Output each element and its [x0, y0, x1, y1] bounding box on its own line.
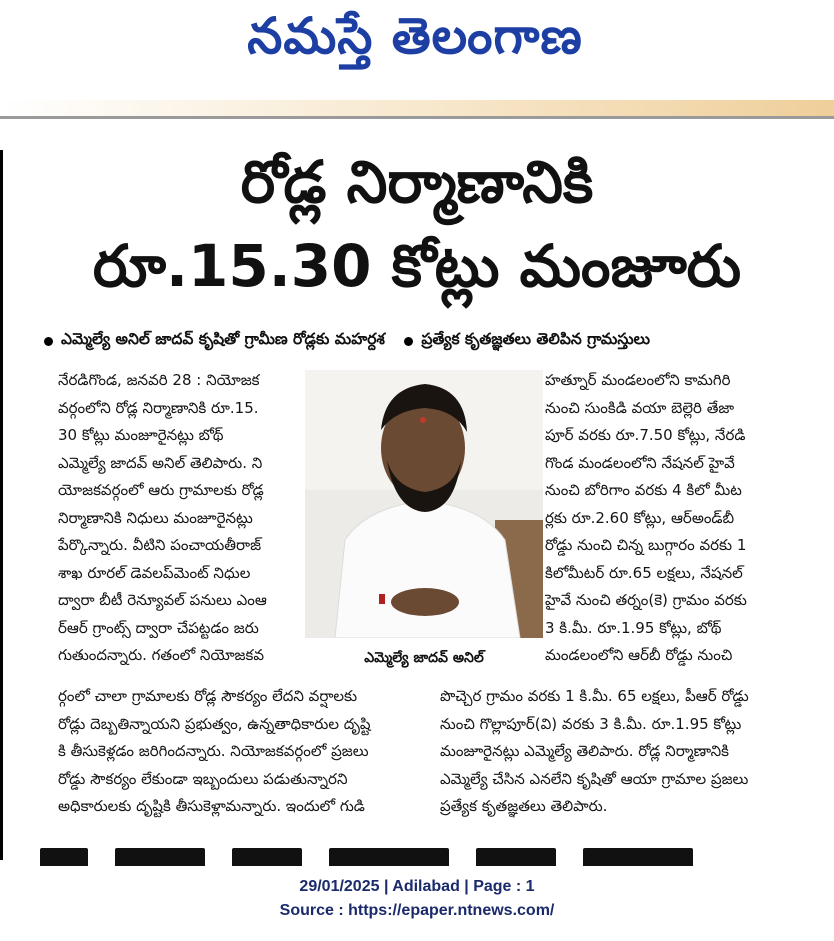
portrait-image: [305, 370, 543, 638]
bullet-item: [44, 330, 385, 352]
article-line: నేరడిగొండ, జనవరి 28 : నియోజక: [58, 371, 260, 389]
headline-line-1: రోడ్ల నిర్మాణానికి: [240, 148, 594, 216]
footer-source-link[interactable]: Source : https://epaper.ntnews.com/: [279, 902, 555, 919]
article-bottom-right: [440, 683, 830, 821]
photo-caption: ఎమ్మెల్యే జాదవ్ అనిల్: [364, 650, 484, 666]
mla-photo: [305, 370, 543, 638]
bullet-dot-icon: [44, 337, 53, 346]
article-line: ద్వారా బీటీ రెన్యూవల్ పనులు ఎంఆ: [58, 591, 267, 609]
bullet-dot-icon: [404, 337, 413, 346]
article-line: 3 కి.మీ. రూ.1.95 కోట్లు, బోథ్: [545, 618, 722, 637]
article-line: ప్రత్యేక కృతజ్ఞతలు తెలిపారు.: [440, 797, 608, 815]
masthead-color-bar: [0, 100, 834, 116]
article-right-column: [545, 367, 830, 670]
article-line: పూర్ వరకు రూ.7.50 కోట్లు, నేరడి: [545, 426, 746, 444]
article-line: పేర్కొన్నారు. వీటిని పంచాయతీరాజ్: [58, 536, 262, 554]
article-line: గొండ మండలంలోని నేషనల్ హైవే: [545, 453, 735, 472]
article-line: ర్గంలో చాలా గ్రామాలకు రోడ్ల సౌకర్యం లేదని వర్షాలకు: [58, 687, 358, 705]
article-line: హైవే నుంచి తర్నం(కె) గ్రామం వరకు: [545, 591, 747, 609]
article-line: ర్లకు రూ.2.60 కోట్లు, ఆర్‌అండ్‌బీ: [545, 508, 735, 527]
article-line: ఎమ్మెల్యే చేసిన ఎనలేని కృషితో ఆయా గ్రామాల ప్రజలు: [440, 769, 749, 788]
article-line: 30 కోట్లు మంజూరైనట్లు బోథ్: [58, 426, 224, 444]
article-bottom-left: [58, 683, 430, 821]
masthead: [0, 0, 834, 120]
article-line: అధికారులకు దృష్టికి తీసుకెళ్లామన్నారు. ఇందులో గుడి: [58, 797, 365, 815]
article-line: హత్నూర్ మండలంలోని కామగిరి: [545, 371, 731, 389]
article-line: నుంచి బోరిగాం వరకు 4 కిలో మీట: [545, 481, 742, 499]
subheadline-bullets: [44, 330, 814, 358]
newspaper-logo: నమస్తే తెలంగాణ: [247, 6, 583, 65]
article-line: శాఖ రూరల్ డెవలప్‌మెంట్ నిధుల: [58, 563, 251, 582]
article-line: కి తీసుకెళ్లడం జరిగిందన్నారు. నియోజకవర్గంలో ప్రజలు: [58, 742, 369, 760]
article-line: మండలంలోని ఆర్‌బీ రోడ్డు నుంచి: [545, 646, 733, 664]
masthead-divider: [0, 116, 834, 119]
bullet-text: ఎమ్మెల్యే అనిల్ జాదవ్ కృషితో గ్రామీణ రోడ్లకు మహర్దశ: [61, 330, 385, 348]
article-left-column: [58, 367, 292, 670]
bullet-item: [404, 330, 650, 352]
article-line: నిర్మాణానికి నిధులు మంజూరైనట్లు: [58, 508, 253, 527]
article-line: వర్గంలోని రోడ్ల నిర్మాణానికి రూ.15.: [58, 398, 259, 417]
bullet-text: ప్రత్యేక కృతజ్ఞతలు తెలిపిన గ్రామస్తులు: [421, 330, 650, 348]
article-line: ర్‌ఆర్ గ్రాంట్స్ ద్వారా చేపట్టడం జరు: [58, 618, 259, 637]
headline-line-2: రూ.15.30 కోట్లు మంజూరు: [92, 232, 742, 300]
article-line: రోడ్డు నుంచి చిన్న బుగ్గారం వరకు 1: [545, 536, 747, 554]
article-line: నుంచి సుంకిడి వయా బెల్లెరి తేజా: [545, 398, 735, 417]
footer-date-edition: 29/01/2025 | Adilabad | Page : 1: [299, 878, 535, 895]
article-line: ఎమ్మెల్యే జాదవ్ అనిల్ తెలిపారు. ని: [58, 453, 263, 472]
article-line: కిలోమీటర్ రూ.65 లక్షలు, నేషనల్: [545, 563, 743, 582]
article-line: రోడ్లు దెబ్బతిన్నాయని ప్రభుత్వం, ఉన్నతాధికారుల దృష్టి: [58, 714, 371, 733]
article-line: యోజకవర్గంలో ఆరు గ్రామాలకు రోడ్ల: [58, 481, 264, 499]
article-line: రోడ్డు సౌకర్యం లేకుండా ఇబ్బందులు పడుతున్నారని: [58, 769, 348, 788]
article-line: పొచ్చెర గ్రామం వరకు 1 కి.మీ. 65 లక్షలు, పీఆర్ రోడ్డు: [440, 687, 749, 705]
article-line: మంజూరైనట్లు ఎమ్మెల్యే తెలిపారు. రోడ్ల నిర్మాణానికి: [440, 742, 729, 760]
article-line: నుంచి గొల్లాపూర్(వి) వరకు 3 కి.మీ. రూ.1.95 కోట్లు: [440, 714, 742, 733]
article-line: గుతుందన్నారు. గతంలో నియోజకవ: [58, 646, 265, 664]
